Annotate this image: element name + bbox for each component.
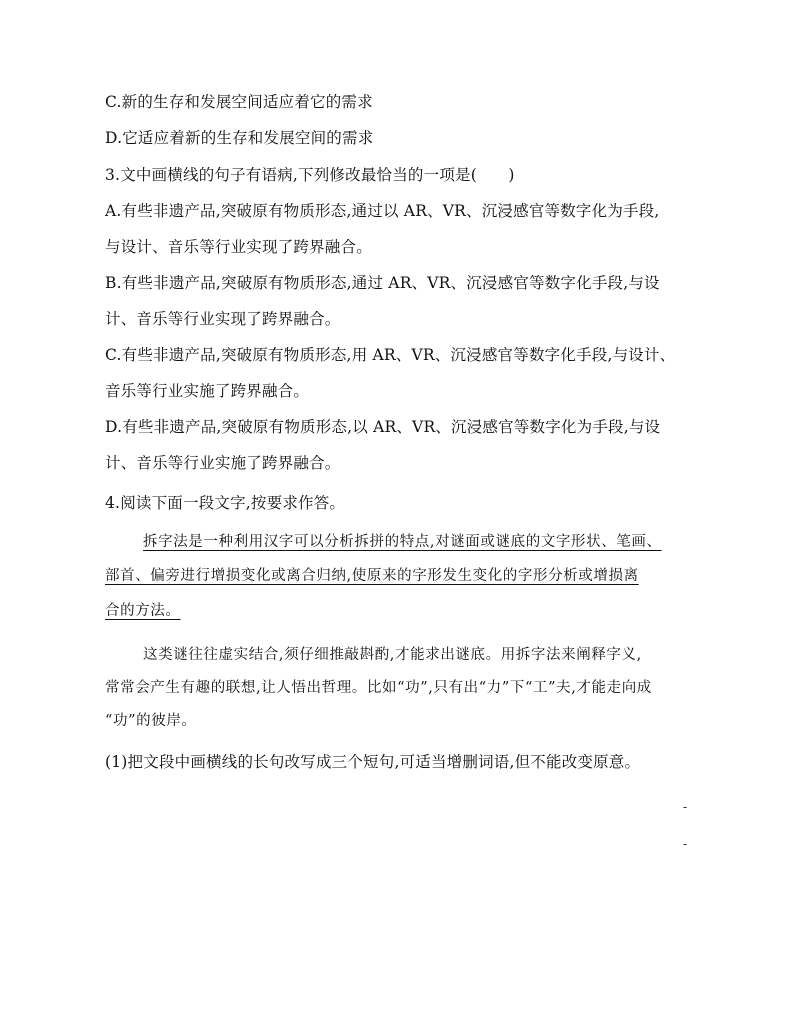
q3-option-c-line1: C.有些非遗产品,突破原有物质形态,用 AR、VR、沉浸感官等数字化手段,与设计、 — [105, 346, 676, 364]
question-4-stem: 4.阅读下面一段文字,按要求作答。 — [105, 494, 346, 512]
passage2-line3: “功”的彼岸。 — [105, 713, 197, 729]
passage1-line3-underlined: 合的方法。 — [105, 603, 181, 619]
q3-option-d-line2: 计、音乐等行业实施了跨界融合。 — [105, 454, 341, 472]
option-c-prev: C.新的生存和发展空间适应着它的需求 — [105, 93, 373, 111]
option-d-prev: D.它适应着新的生存和发展空间的需求 — [105, 129, 374, 147]
passage1-line1-underlined: 拆字法是一种利用汉字可以分析拆拼的特点,对谜面或谜底的文字形状、笔画、 — [143, 534, 662, 550]
question-4-sub1: (1)把文段中画横线的长句改写成三个短句,可适当增删词语,但不能改变原意。 — [105, 753, 641, 771]
passage1-line2-underlined: 部首、偏旁进行增损变化或离合归纳,使原来的字形发生变化的字形分析或增损离 — [105, 568, 639, 584]
passage2-line1: 这类谜往往虚实结合,须仔细推敲斟酌,才能求出谜底。用拆字法来阐释字义, — [143, 647, 642, 663]
passage2-line2: 常常会产生有趣的联想,让人悟出哲理。比如“功”,只有出“力”下“工”夫,才能走向成 — [105, 680, 652, 696]
q3-option-b-line2: 计、音乐等行业实现了跨界融合。 — [105, 310, 341, 328]
q3-option-a-line1: A.有些非遗产品,突破原有物质形态,通过以 AR、VR、沉浸感官等数字化为手段, — [105, 202, 660, 220]
question-3-stem: 3.文中画横线的句子有语病,下列修改最恰当的一项是( ) — [105, 166, 515, 184]
q3-option-d-line1: D.有些非遗产品,突破原有物质形态,以 AR、VR、沉浸感官等数字化为手段,与设 — [105, 418, 661, 436]
q3-option-a-line2: 与设计、音乐等行业实现了跨界融合。 — [105, 238, 372, 256]
q3-option-b-line1: B.有些非遗产品,突破原有物质形态,通过 AR、VR、沉浸感官等数字化手段,与设 — [105, 274, 660, 292]
answer-line-mark: - — [683, 800, 688, 814]
q3-option-c-line2: 音乐等行业实施了跨界融合。 — [105, 382, 310, 400]
answer-line-mark: - — [683, 837, 688, 851]
